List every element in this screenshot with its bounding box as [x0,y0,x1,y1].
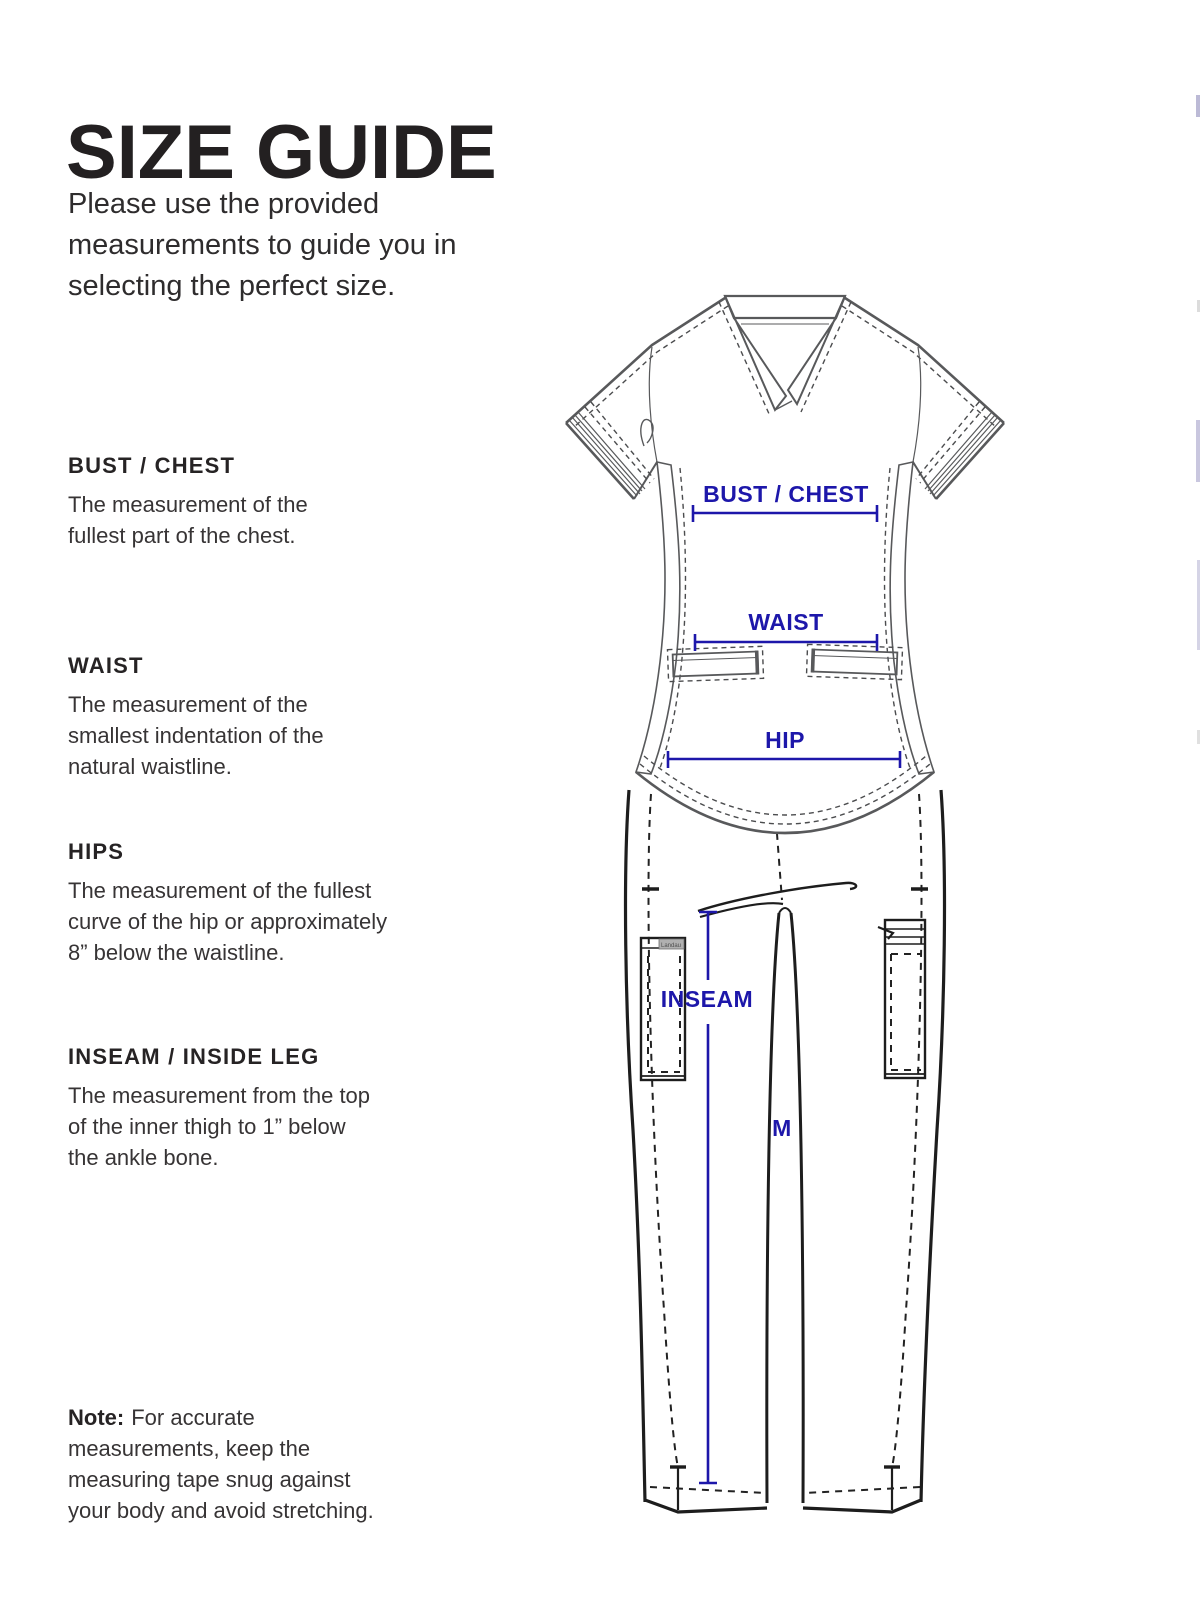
section-body-line: 8” below the waistline. [68,940,285,965]
intro-line: measurements to guide you in [68,229,457,261]
size-letter-label: M [772,1115,792,1141]
section-body-line: The measurement of the fullest [68,878,372,903]
page-edge-artifact [1196,95,1200,117]
bust-measure-label: BUST / CHEST [703,481,869,507]
note-label: Note: [68,1405,125,1430]
brand-chip-label: Landau [660,943,682,949]
section-body-line: The measurement from the top [68,1083,371,1108]
note-line: your body and avoid stretching. [68,1498,374,1523]
page-edge-artifact [1196,420,1200,482]
section-heading: INSEAM / INSIDE LEG [68,1044,320,1069]
section-heading: WAIST [68,653,144,678]
waist-measure-label: WAIST [748,609,824,635]
section-body-line: of the inner thigh to 1” below [68,1114,346,1139]
section-heading: HIPS [68,839,125,864]
page-title: SIZE GUIDE [66,109,497,195]
section-body-line: fullest part of the chest. [68,523,296,548]
inseam-measure-label: INSEAM [660,986,754,1012]
section-body-line: smallest indentation of the [68,723,324,748]
note-line: measuring tape snug against [68,1467,351,1492]
section-body-line: the ankle bone. [68,1145,219,1170]
intro-line: selecting the perfect size. [68,270,396,302]
note-line: measurements, keep the [68,1436,311,1461]
section-body-line: The measurement of the [68,692,308,717]
hip-measure-label: HIP [765,727,805,753]
section-heading: BUST / CHEST [68,453,236,478]
intro-line: Please use the provided [68,188,380,220]
section-body-line: The measurement of the [68,492,308,517]
note-line: For accurate [131,1405,255,1430]
section-body-line: natural waistline. [68,754,232,779]
scrub-pants-drawing [626,790,945,1512]
section-body-line: curve of the hip or approximately [68,909,388,934]
